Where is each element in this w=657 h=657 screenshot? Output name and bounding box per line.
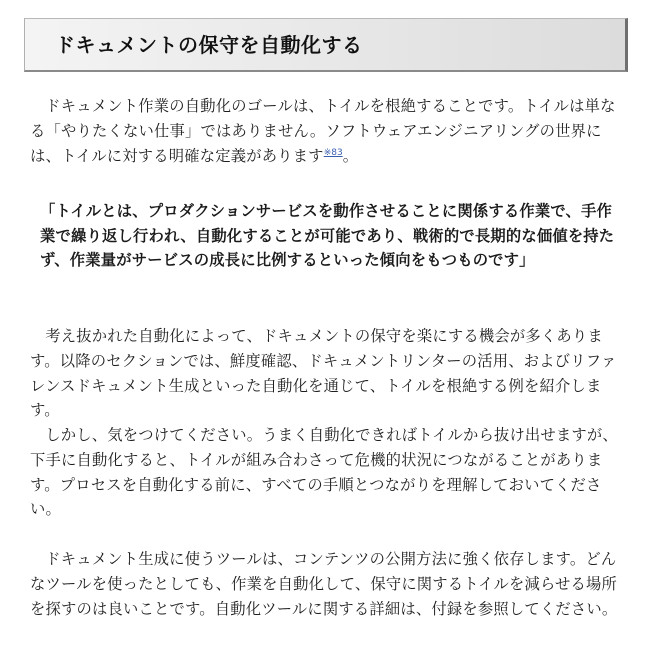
intro-paragraph (30, 94, 626, 168)
intro-paragraph-end: 。 (342, 146, 359, 165)
intro-paragraph-text: ドキュメント作業の自動化のゴールは、トイルを根絶することです。トイルは単なる「やりたくない仕事」ではありません。ソフトウェアエンジニアリングの世界には、トイルに対する明確な定義があります (30, 97, 616, 165)
footnote-link[interactable]: ※83 (323, 147, 343, 158)
automation-opportunity-paragraph: 考え抜かれた自動化によって、ドキュメントの保守を楽にする機会が多くあります。以降のセクションでは、鮮度確認、ドキュメントリンターの活用、およびリファレンスドキュメント生成といった自動化を通じて、トイルを根絶する例を紹介します。 (30, 327, 617, 420)
section-title: ドキュメントの保守を自動化する (55, 33, 363, 57)
section-heading-bar (24, 18, 628, 72)
caution-paragraph: しかし、気をつけてください。うまく自動化できればトイルから抜け出せますが、下手に自動化すると、トイルが組み合わさって危機的状況につながることがあります。プロセスを自動化する前に、すべての手順とつながりを理解しておいてください。 (30, 426, 618, 519)
toil-definition-quote: 「トイルとは、プロダクションサービスを動作させることに関係する作業で、手作業で繰り返し行われ、自動化することが可能であり、戦術的で長期的な価値を持たず、作業量がサービスの成長に比例するといった傾向をもつものです」 (40, 202, 615, 270)
tools-paragraph: ドキュメント生成に使うツールは、コンテンツの公開方法に強く依存します。どんなツールを使ったとしても、作業を自動化して、保守に関するトイルを減らせる場所を探すのは良いことです。自動化ツールに関する詳細は、付録を参照してください。 (30, 550, 618, 618)
